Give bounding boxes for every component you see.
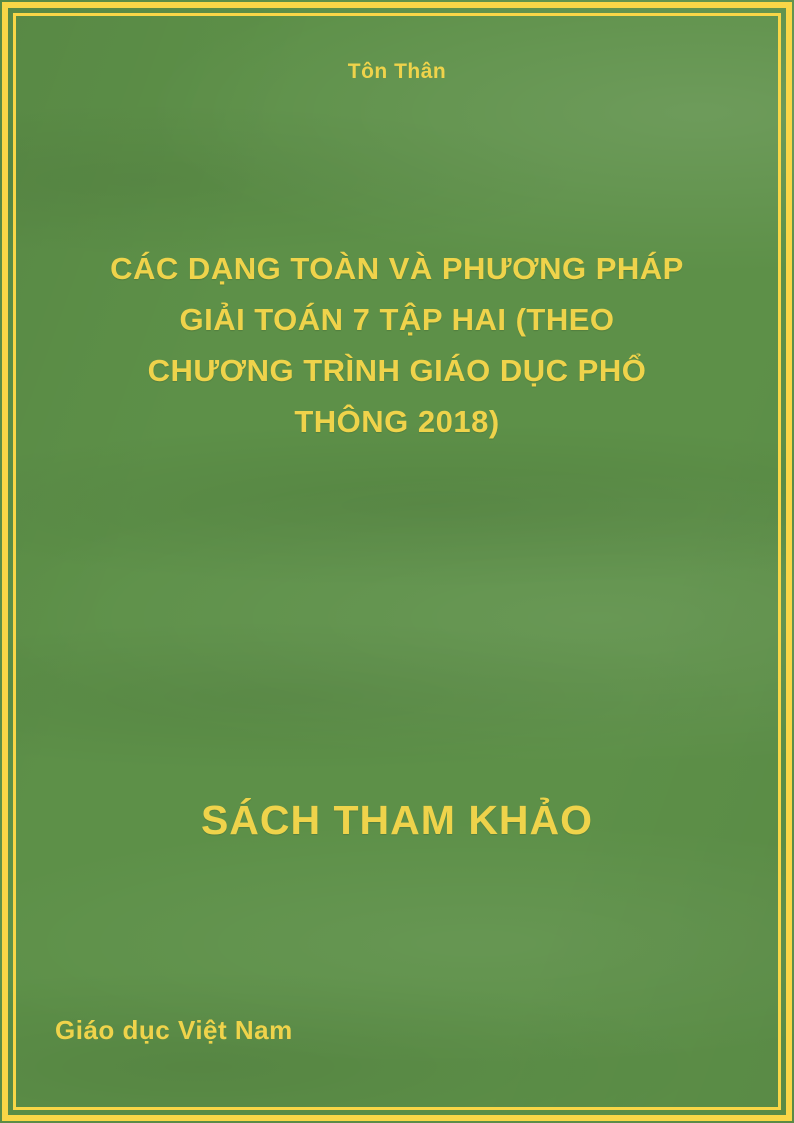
author-name: Tôn Thân	[347, 60, 447, 83]
cover-border-inner	[13, 13, 781, 1110]
category-label: SÁCH THAM KHẢO	[200, 797, 594, 843]
title-line-2: GIẢI TOÁN 7 TẬP HAI (THEO	[179, 302, 615, 337]
title-line-1: CÁC DẠNG TOÀN VÀ PHƯƠNG PHÁP	[110, 251, 684, 286]
publisher-name: Giáo dục Việt Nam	[55, 1015, 293, 1045]
title-line-3: CHƯƠNG TRÌNH GIÁO DỤC PHỔ	[147, 353, 647, 388]
book-title	[60, 243, 734, 447]
cover-border-outer	[2, 2, 792, 1121]
title-line-4: THÔNG 2018)	[294, 404, 500, 439]
